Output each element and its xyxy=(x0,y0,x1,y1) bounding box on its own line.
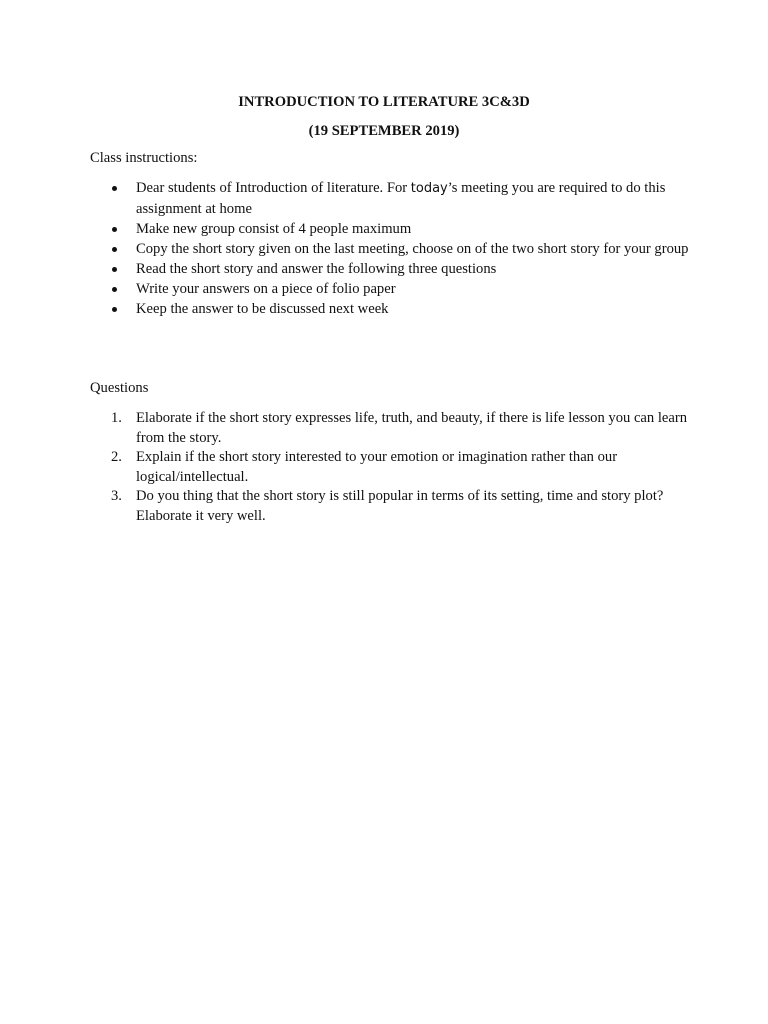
question-text: Do you thing that the short story is still popular in terms of its setting, time and story plot? Elaborate it very well. xyxy=(136,488,664,524)
instruction-text-before: Dear students of Introduction of literature. For xyxy=(136,180,411,196)
list-item xyxy=(90,259,690,279)
instruction-text: Copy the short story given on the last meeting, choose on of the two short story for your group xyxy=(136,241,689,257)
list-item xyxy=(90,447,690,487)
list-item xyxy=(90,239,690,259)
bullet-icon xyxy=(112,227,117,232)
list-item xyxy=(90,178,690,219)
question-text: Elaborate if the short story expresses life, truth, and beauty, if there is life lesson you can learn from the story. xyxy=(136,410,688,446)
bullet-icon xyxy=(112,287,117,292)
questions-list xyxy=(90,408,690,525)
instruction-text: Keep the answer to be discussed next week xyxy=(136,301,389,317)
bullet-icon xyxy=(112,247,117,252)
instruction-text: Make new group consist of 4 people maximum xyxy=(136,221,412,237)
bullet-icon xyxy=(112,307,117,312)
instruction-text: Read the short story and answer the following three questions xyxy=(136,261,497,277)
question-text: Explain if the short story interested to your emotion or imagination rather than our logical/intellectual. xyxy=(136,449,618,485)
list-item xyxy=(90,279,690,299)
list-item xyxy=(90,299,690,319)
list-item xyxy=(90,408,690,448)
document-title: INTRODUCTION TO LITERATURE 3C&3D xyxy=(238,94,530,110)
question-number: 3. xyxy=(111,488,122,504)
instruction-text-after: ’s meeting you are required to do this assignment at home xyxy=(136,180,666,217)
bullet-icon xyxy=(112,186,117,191)
question-number: 1. xyxy=(111,410,122,426)
list-item xyxy=(90,486,690,526)
instructions-heading: Class instructions: xyxy=(90,150,198,166)
list-item xyxy=(90,219,690,239)
instruction-text: Write your answers on a piece of folio paper xyxy=(136,281,396,297)
instruction-text-emph: today xyxy=(410,181,448,196)
bullet-icon xyxy=(112,267,117,272)
instructions-list xyxy=(90,178,690,319)
document-date: (19 SEPTEMBER 2019) xyxy=(308,123,460,139)
question-number: 2. xyxy=(111,449,122,465)
questions-heading: Questions xyxy=(90,380,149,396)
